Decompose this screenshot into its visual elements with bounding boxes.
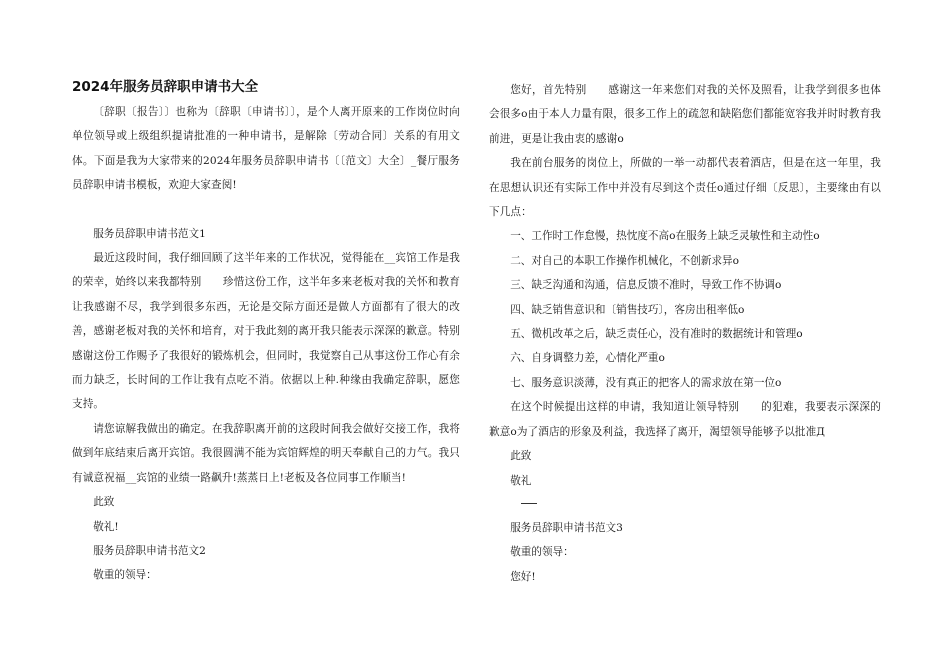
reason-item: 五、微机改革之后，缺乏责任心，没有准时的数据统计和管理o: [510, 328, 803, 341]
left-column: [72, 78, 482, 588]
right-paragraph-1: 您好，首先特别 感谢这一年来您们对我的关怀及照看，让我学到很多也体会很多o由于本人力量有限，很多工作上的疏忽和缺陷您们都能宽容我并时时教育我前进，更是让我由衷的感谢o: [489, 84, 881, 145]
closing-salute: 敬礼!: [93, 520, 119, 533]
document-title: 2024年服务员辞职申请书大全: [72, 79, 259, 95]
sample3-heading: 服务员辞职申请书范文3: [510, 521, 623, 534]
reason-item: 一、工作时工作怠慢，热忱度不高o在服务上缺乏灵敏性和主动性o: [510, 230, 820, 243]
reason-item: 四、缺乏销售意识和〔销售技巧〕，客房出租率低o: [510, 303, 745, 316]
sample2-heading: 服务员辞职申请书范文2: [93, 544, 206, 557]
blank-line: [72, 198, 460, 222]
reason-item: 七、服务意识淡薄，没有真正的把客人的需求放在第一位o: [510, 376, 782, 389]
sample1-paragraph-1: 最近这段时间，我仔细回顾了这半年来的工作状况，觉得能在__宾馆工作是我的荣幸，始终以来我都特别 珍惜这份工作，这半年多来老板对我的关怀和教育让我感谢不尽，我学到很多东西，无论是交际方面还是做人方面都有了很大的改善，感谢老板对我的关怀和培育，对于我此刻的离开我只能表示深深的歉意。特别 感谢这份工作赐予了我很好的锻炼机会，但同时，我觉察自己从事这份工作心有余而力缺乏，长时间的工作让我有点吃不消。依据以上种.种缘由我确定辞职，愿您支持。: [72, 252, 482, 411]
separator-rule: [521, 503, 537, 504]
reason-item: 六、自身调整力差，心情化严重o: [510, 352, 665, 365]
intro-paragraph: 〔辞职〔报告〕〕也称为〔辞职〔申请书〕〕，是个人离开原来的工作岗位时向单位领导或上级组织提请批准的一种申请书，是解除〔劳动合同〕关系的有用文体。下面是我为大家带来的2024年服务员辞职申请书〔〔范文〕大全〕_餐厅服务员辞职申请书模板，欢迎大家查阅!: [72, 106, 460, 192]
closing-salute: 敬礼: [510, 474, 532, 487]
reason-item: 二、对自己的本职工作操作机械化，不创新求异o: [510, 254, 740, 267]
sample3-greeting: 敬重的领导：: [510, 546, 574, 559]
right-paragraph-2: 我在前台服务的岗位上，所做的一举一动都代表着酒店，但是在这一年里，我在思想认识还有实际工作中并没有尽到这个责任o通过仔细〔反思〕，主要缘由有以下几点：: [489, 157, 881, 219]
reason-item: 三、缺乏沟通和沟通，信息反馈不准时，导致工作不协调o: [510, 279, 782, 292]
right-paragraph-3: 在这个时候提出这样的申请，我知道让领导特别 的犯难，我要表示深深的歉意o为了酒店的形象及利益，我选择了离开，渴望领导能够予以批准Д: [489, 401, 881, 438]
sample1-heading: 服务员辞职申请书范文1: [93, 227, 206, 240]
sample2-greeting: 敬重的领导：: [93, 569, 157, 582]
right-column: [489, 78, 881, 589]
closing-regards: 此致: [93, 496, 115, 509]
sample1-paragraph-2: 请您谅解我做出的确定。在我辞职离开前的这段时间我会做好交接工作，我将做到年底结束后离开宾馆。我很圆满不能为宾馆辉煌的明天奉献自己的力气。我只有诚意祝福__宾馆的业绩一路飙升!蒸蒸日上!老板及各位同事工作顺当!: [72, 422, 460, 484]
closing-regards: 此致: [510, 450, 532, 463]
sample3-hello: 您好!: [510, 570, 536, 583]
